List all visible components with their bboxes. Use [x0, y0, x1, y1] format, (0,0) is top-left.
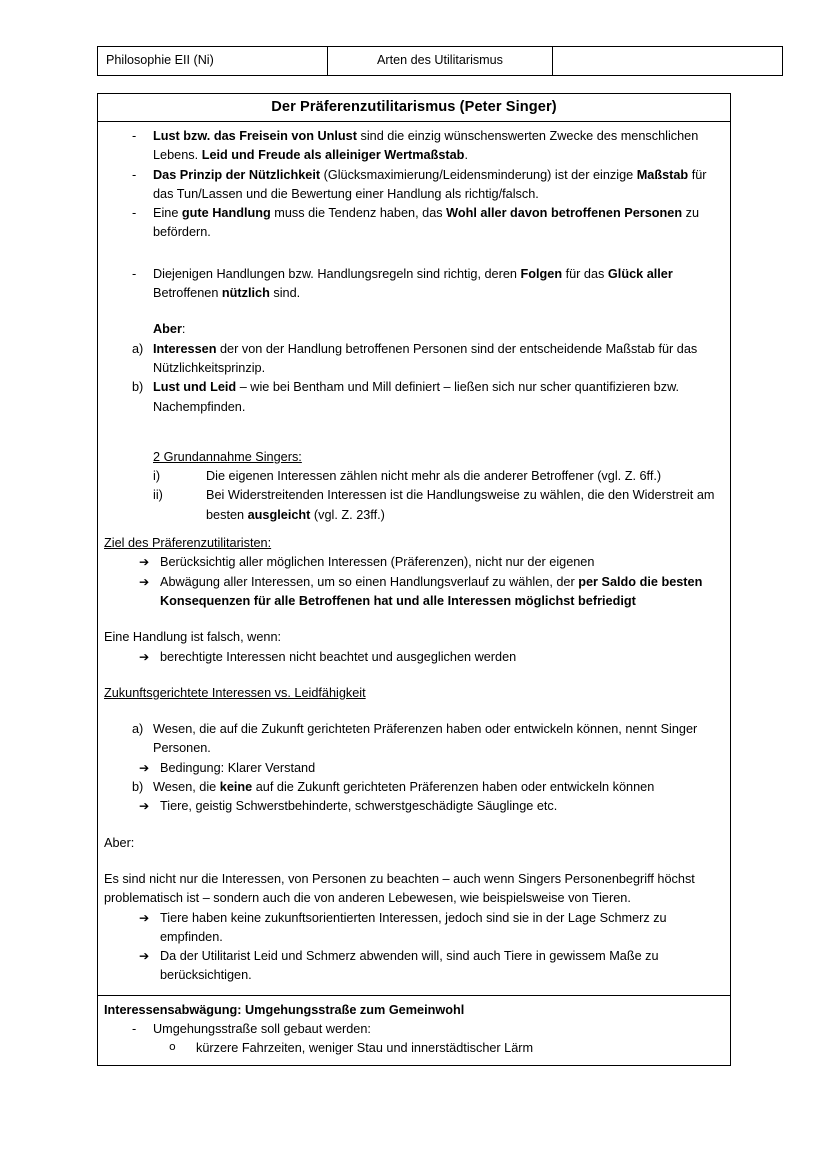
- arrow-bullet-icon: ➔: [139, 574, 150, 589]
- grundannahme-heading: [153, 448, 724, 467]
- text-run: (vgl. Z. 23ff.): [310, 507, 385, 522]
- list-item: [104, 797, 724, 816]
- text-run: sind.: [269, 286, 301, 301]
- emphasis: Lust bzw. das Freisein von Unlust: [153, 129, 357, 143]
- list-item: [104, 204, 724, 243]
- spacer: [104, 817, 724, 834]
- list-item-text: Da der Utilitarist Leid und Schmerz abwenden will, sind auch Tiere in gewissem Maße zu berücksichtigen.: [160, 949, 659, 983]
- list-item-text: berechtigte Interessen nicht beachtet und ausgeglichen werden: [160, 649, 517, 664]
- header-cell-topic: Arten des Utilitarismus: [328, 47, 553, 76]
- emphasis: nützlich: [221, 286, 270, 301]
- text-run: Betroffenen: [153, 286, 222, 301]
- emphasis: ausgleicht: [247, 507, 311, 522]
- arrow-bullet-icon: ➔: [139, 910, 150, 925]
- emphasis: Glück aller: [607, 266, 673, 281]
- list-item-text: [153, 127, 724, 166]
- aber-second-heading: Aber:: [104, 835, 135, 850]
- list-item-text: [153, 204, 724, 243]
- spacer: [104, 611, 724, 628]
- text-run: auf die Zukunft gerichteten Präferenzen haben oder entwickeln können: [252, 780, 655, 795]
- document-body-box: [97, 93, 731, 1066]
- spacer: [104, 667, 724, 684]
- emphasis: Wohl aller davon betroffenen Personen: [446, 206, 683, 221]
- header-row: [98, 47, 783, 76]
- emphasis: gute Handlung: [181, 206, 271, 221]
- list-item: [104, 127, 724, 166]
- ziel-heading: [104, 534, 724, 553]
- list-item: [104, 759, 724, 778]
- emphasis: Interessen: [153, 341, 217, 356]
- list-item: [104, 486, 724, 525]
- list-item-text: [153, 378, 724, 417]
- emphasis: Folgen: [520, 266, 563, 281]
- arrow-bullet-icon: ➔: [139, 760, 150, 775]
- header-cell-course: Philosophie EII (Ni): [98, 47, 328, 76]
- dash-bullet-icon: -: [132, 167, 137, 182]
- list-item-text: Die eigenen Interessen zählen nicht mehr als die anderer Betroffener (vgl. Z. 6ff.): [206, 469, 662, 484]
- alpha-marker-a: a): [132, 341, 144, 356]
- text-run: Eine: [153, 206, 182, 221]
- text-run: Diejenigen Handlungen bzw. Handlungsregeln sind richtig, deren: [153, 266, 521, 281]
- alpha-marker-b: b): [132, 780, 144, 795]
- list-item: [104, 467, 724, 486]
- list-item-text: Umgehungsstraße soll gebaut werden:: [153, 1021, 371, 1036]
- list-item: [104, 947, 724, 986]
- closing-paragraph: Es sind nicht nur die Interessen, von Personen zu beachten – auch wenn Singers Personenbegriff höchst problematisch ist – sondern auch die von anderen Lebewesen, wie beispielsweise von Tieren.: [104, 871, 695, 906]
- list-item-text: [153, 778, 724, 797]
- list-item-text: [153, 265, 724, 304]
- list-item: [104, 648, 724, 667]
- falsch-heading: Eine Handlung ist falsch, wenn:: [104, 630, 282, 645]
- list-item-text: [160, 573, 724, 612]
- list-item-text: Wesen, die auf die Zukunft gerichteten Präferenzen haben oder entwickeln können, nennt Singer Personen.: [153, 722, 698, 756]
- circle-bullet-icon: o: [169, 1040, 176, 1054]
- list-item: [104, 1020, 724, 1039]
- spacer: [104, 303, 724, 320]
- interessensabwaegung-section: [98, 995, 730, 1065]
- list-item: [104, 166, 724, 205]
- emphasis: keine: [219, 780, 253, 795]
- roman-marker-ii: ii): [153, 488, 163, 503]
- aber-label: Aber: [153, 322, 182, 337]
- dash-bullet-icon: -: [132, 206, 137, 221]
- heading-bold: Interessensabwägung: Umgehungsstraße zum Gemeinwohl: [104, 1002, 465, 1017]
- text-run: .: [464, 148, 468, 163]
- list-item-text: kürzere Fahrzeiten, weniger Stau und innerstädtischer Lärm: [196, 1041, 534, 1056]
- spacer: [104, 703, 724, 720]
- list-item: [104, 909, 724, 948]
- text-run: Bei Widerstreitenden Interessen ist die Handlungsweise zu wählen, die den Widerstreit am besten: [206, 488, 715, 522]
- text-run: Abwägung aller Interessen, um so einen Handlungsverlauf zu wählen, der: [160, 574, 579, 589]
- alpha-marker-a: a): [132, 722, 144, 737]
- text-run: für das Tun/Lassen und die Bewertung einer Handlung als richtig/falsch.: [153, 167, 707, 201]
- list-item-text: [206, 486, 724, 525]
- text-run: – wie bei Bentham und Mill definiert – ließen sich nur scher quantifizieren bzw. Nachempfinden.: [153, 380, 680, 414]
- emphasis: Lust und Leid: [153, 380, 237, 395]
- list-item: [104, 778, 724, 797]
- roman-marker-i: i): [153, 469, 161, 484]
- text-run: Wesen, die: [153, 780, 220, 795]
- document-title: Der Präferenzutilitarismus (Peter Singer): [98, 94, 730, 122]
- list-item-text: Tiere haben keine zukunftsorientierten Interessen, jedoch sind sie in der Lage Schmerz zu empfinden.: [160, 910, 667, 944]
- text-run: sind die einzig wünschenswerten Zwecke des menschlichen Lebens.: [153, 129, 699, 163]
- header-table: [97, 46, 783, 76]
- heading-underline: 2 Grundannahme Singers:: [153, 449, 302, 464]
- zukunft-heading: [104, 684, 724, 703]
- text-run: muss die Tendenz haben, das: [270, 206, 447, 221]
- text-run: (Glücksmaximierung/Leidensminderung) ist der einzige: [320, 167, 637, 182]
- list-item: [104, 378, 724, 417]
- dash-bullet-icon: -: [132, 129, 137, 143]
- text-run: zu befördern.: [153, 206, 700, 240]
- spacer: [104, 439, 724, 448]
- emphasis: Das Prinzip der Nützlichkeit: [153, 167, 321, 182]
- spacer: [104, 417, 724, 439]
- spacer: [104, 525, 724, 534]
- emphasis: Maßstab: [636, 167, 689, 182]
- spacer: [104, 243, 724, 265]
- list-item: [104, 265, 724, 304]
- document-content: [98, 122, 730, 995]
- list-item: [104, 553, 724, 572]
- list-item: [104, 340, 724, 379]
- list-item: [104, 573, 724, 612]
- dash-bullet-icon: -: [132, 266, 137, 281]
- emphasis: per Saldo die besten Konsequenzen für alle Betroffenen hat und alle Interessen möglichst befriedigt: [160, 574, 703, 608]
- list-item: [104, 1039, 724, 1058]
- emphasis: Leid und Freude als alleiniger Wertmaßstab: [201, 148, 465, 163]
- alpha-marker-b: b): [132, 380, 144, 395]
- interessensabwaegung-heading: [104, 1001, 724, 1020]
- list-item-text: Berücksichtig aller möglichen Interessen (Präferenzen), nicht nur der eigenen: [160, 555, 595, 570]
- text-run: der von der Handlung betroffenen Personen sind der entscheidende Maßstab für das Nützlichkeitsprinzip.: [153, 341, 698, 375]
- dash-bullet-icon: -: [132, 1021, 137, 1036]
- aber-heading: [153, 320, 724, 339]
- list-item: [104, 720, 724, 759]
- list-item-text: Tiere, geistig Schwerstbehinderte, schwerstgeschädigte Säuglinge etc.: [160, 799, 558, 814]
- heading-underline: Zukunftsgerichtete Interessen vs. Leidfähigkeit: [104, 685, 366, 700]
- spacer: [104, 853, 724, 870]
- heading-underline: Ziel des Präferenzutilitaristen:: [104, 536, 272, 551]
- text-run: :: [181, 322, 186, 337]
- list-item-text: [153, 340, 724, 379]
- text-run: für das: [562, 266, 608, 281]
- list-item-text: Bedingung: Klarer Verstand: [160, 760, 316, 775]
- arrow-bullet-icon: ➔: [139, 649, 150, 664]
- header-cell-empty: [553, 47, 783, 76]
- arrow-bullet-icon: ➔: [139, 555, 150, 570]
- list-item-text: [153, 166, 724, 205]
- arrow-bullet-icon: ➔: [139, 799, 150, 814]
- arrow-bullet-icon: ➔: [139, 949, 150, 964]
